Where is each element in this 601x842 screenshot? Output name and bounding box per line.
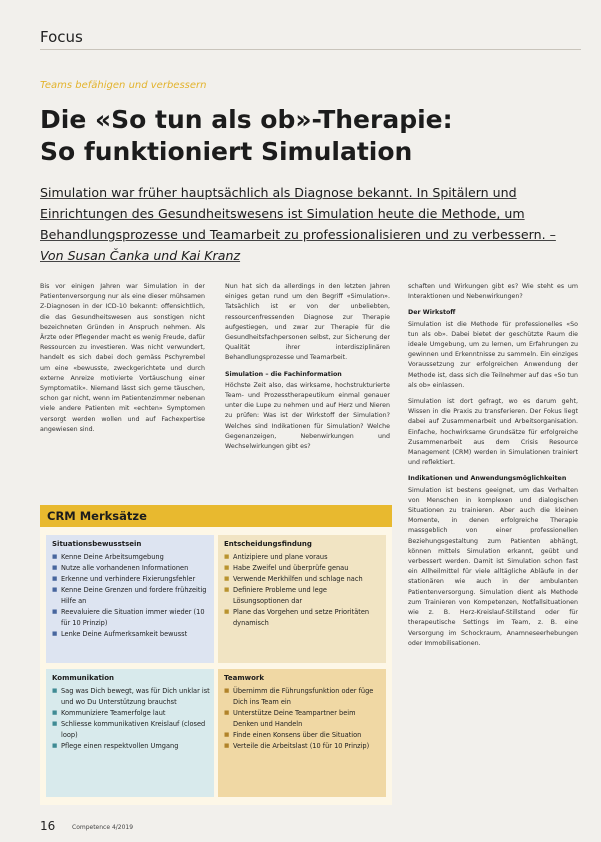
paragraph: Nun hat sich da allerdings in den letzten Jahren einiges getan rund um den Begriff «Simulation». Tatsächlich ist er von der unbeliebten, ressourcenfressenden Diagnose zur Therapie aufgestiegen, und zwar zur Therapie für die Gesundheitsfachpersonen selbst, zur Sicherung der Qualität ihrer interdisziplinären Behandlungsprozesse und Teamarbeit. <box>225 283 390 362</box>
quadrant-title: Teamwork <box>224 674 264 682</box>
list-item: ■ Kenne Deine Arbeitsumgebung <box>52 552 210 563</box>
article-kicker: Teams befähigen und verbessern <box>40 80 207 91</box>
paragraph: Bis vor einigen Jahren war Simulation in der Patientenversorgung nur als eine dieser mühsamen Z-Diagnosen in der ICD-10 bekannt: offensichtlich, die das Gesundheitswesen aus sonstigen nicht bezeichneten Gründen in Anspruch nehmen. Als Ärzte oder Pflegender macht es wenig Freude, dafür Ressourcen zu investieren. Was nicht verwundert, handelt es sich dabei doch gemäss Pschyrembel um eine «bewusste, zweckgerichtete und durch externe Anreize motivierte Vortäuschung einer Symptomatik». Niemand lässt sich gerne täuschen, schon gar nicht, wenn im Patientenzimmer nebenan viele andere Patienten mit «echten» Symptomen versorgt werden wollen und auf Fachexpertise angewiesen sind. <box>40 283 205 433</box>
list-item: ■ Verwende Merkhilfen und schlage nach <box>224 574 382 585</box>
quadrant-kommunikation <box>46 669 214 797</box>
quadrant-list <box>46 552 214 640</box>
quadrant-list <box>218 552 386 629</box>
publication-name: Competence 4/2019 <box>72 824 134 831</box>
quadrant-title: Entscheidungsfindung <box>224 540 312 548</box>
article-title <box>40 104 540 168</box>
list-item: ■ Schliesse kommunikativen Kreislauf (closed loop) <box>52 719 210 741</box>
list-item: ■ Finde einen Konsens über die Situation <box>224 730 382 741</box>
article-title-line-1: Die «So tun als ob»-Therapie: <box>40 105 453 134</box>
body-column-1 <box>40 282 205 441</box>
body-column-2 <box>225 282 390 497</box>
byline: Von Susan Čanka und Kai Kranz <box>40 248 241 263</box>
list-item: ■ Plane das Vorgehen und setze Prioritäten dynamisch <box>224 607 382 629</box>
lead-text: Simulation war früher hauptsächlich als Diagnose bekannt. In Spitälern und Einrichtungen des Gesundheitswesens ist Simulation heute die Methode, um Behandlungsprozesse und Teamarbeit zu professionalisieren und zu verbessern. – <box>40 185 556 242</box>
crm-box-title: CRM Merksätze <box>40 505 392 527</box>
crm-merksaetze-box <box>40 505 392 805</box>
quadrant-entscheidungsfindung <box>218 535 386 663</box>
list-item: ■ Sag was Dich bewegt, was für Dich unklar ist und wo Du Unterstützung brauchst <box>52 686 210 708</box>
top-divider <box>40 49 581 50</box>
quadrant-title: Kommunikation <box>52 674 114 682</box>
article-title-line-2: So funktioniert Simulation <box>40 137 413 166</box>
section-label: Focus <box>40 28 83 46</box>
list-item: ■ Verteile die Arbeitslast (10 für 10 Prinzip) <box>224 741 382 752</box>
list-item: ■ Antizipiere und plane voraus <box>224 552 382 563</box>
subheading: Indikationen und Anwendungsmöglichkeiten <box>408 475 567 483</box>
list-item: ■ Reevaluiere die Situation immer wieder (10 für 10 Prinzip) <box>52 607 210 629</box>
quadrant-title: Situationsbewusstsein <box>52 540 142 548</box>
paragraph: schaften und Wirkungen gibt es? Wie steht es um Interaktionen und Nebenwirkungen? <box>408 283 578 301</box>
list-item: ■ Kenne Deine Grenzen und fordere frühzeitig Hilfe an <box>52 585 210 607</box>
paragraph: Höchste Zeit also, das wirksame, hochstrukturierte Team- und Prozesstherapeutikum einmal genauer unter die Lupe zu nehmen und auf Herz und Nieren zu prüfen: Was ist der Wirkstoff der Simulation? Welches sind Indikationen für Simulation? Welche Gegenanzeigen, Nebenwirkungen und Wechselwirkungen gibt es? <box>225 381 390 451</box>
paragraph: Simulation ist dort gefragt, wo es darum geht, Wissen in die Praxis zu transferieren. Der Fokus liegt dabei auf Zusammenarbeit und Arbeitsorganisation. Einfache, hochwirksame Grundsätze für erfolgreiche Zusammenarbeit aus dem Crisis Resource Management (CRM) werden in Simulationen trainiert und reflektiert. <box>408 398 578 467</box>
quadrant-list <box>46 686 214 752</box>
quadrant-list <box>218 686 386 752</box>
article-lead <box>40 182 580 266</box>
list-item: ■ Habe Zweifel und überprüfe genau <box>224 563 382 574</box>
list-item: ■ Kommuniziere Teamerfolge laut <box>52 708 210 719</box>
list-item: ■ Unterstütze Deine Teampartner beim Denken und Handeln <box>224 708 382 730</box>
list-item: ■ Definiere Probleme und lege Lösungsoptionen dar <box>224 585 382 607</box>
page-number: 16 <box>40 819 56 833</box>
paragraph: Simulation ist bestens geeignet, um das Verhalten von Menschen in komplexen und dialogischen Situationen zu trainieren. Aber auch die kleinen Momente, in denen erfolgreiche Therapie massgeblich von einer professionellen Beziehungsgestaltung zum Patienten abhängt, können mittels Simulation erkannt, geübt und verbessert werden. Damit ist Simulation schon fast ein Allheilmittel für viele alltägliche Abläufe in der stationären wie auch in der ambulanten Patientenversorgung. Simulation dient als Methode zum Trainieren von Kompetenzen, Notfallsituationen wie z. B. Herz-Kreislauf-Stillstand oder für therapeutische Settings im Team, z. B. eine Versorgung im Schockraum, Anamneseerhebungen oder Immobilisationen. <box>408 486 578 647</box>
list-item: ■ Nutze alle vorhandenen Informationen <box>52 563 210 574</box>
list-item: ■ Lenke Deine Aufmerksamkeit bewusst <box>52 629 210 640</box>
body-column-3 <box>408 282 578 655</box>
list-item: ■ Pflege einen respektvollen Umgang <box>52 741 210 752</box>
quadrant-teamwork <box>218 669 386 797</box>
subheading: Simulation – die Fachinformation <box>225 370 342 378</box>
list-item: ■ Übernimm die Führungsfunktion oder füge Dich ins Team ein <box>224 686 382 708</box>
subheading: Der Wirkstoff <box>408 309 456 317</box>
paragraph: Simulation ist die Methode für professionelles «So tun als ob». Dabei bietet der geschützte Raum die ideale Umgebung, um zu lernen, um Erfahrungen zu gewinnen und Erkenntnisse zu sammeln. Ein einziges Voraussetzung zur erfolgreichen Anwendung der Methode ist, dass sich die Teilnehmer auf das «So tun als ob» einlassen. <box>408 320 578 389</box>
quadrant-situationsbewusstsein <box>46 535 214 663</box>
list-item: ■ Erkenne und verhindere Fixierungsfehler <box>52 574 210 585</box>
